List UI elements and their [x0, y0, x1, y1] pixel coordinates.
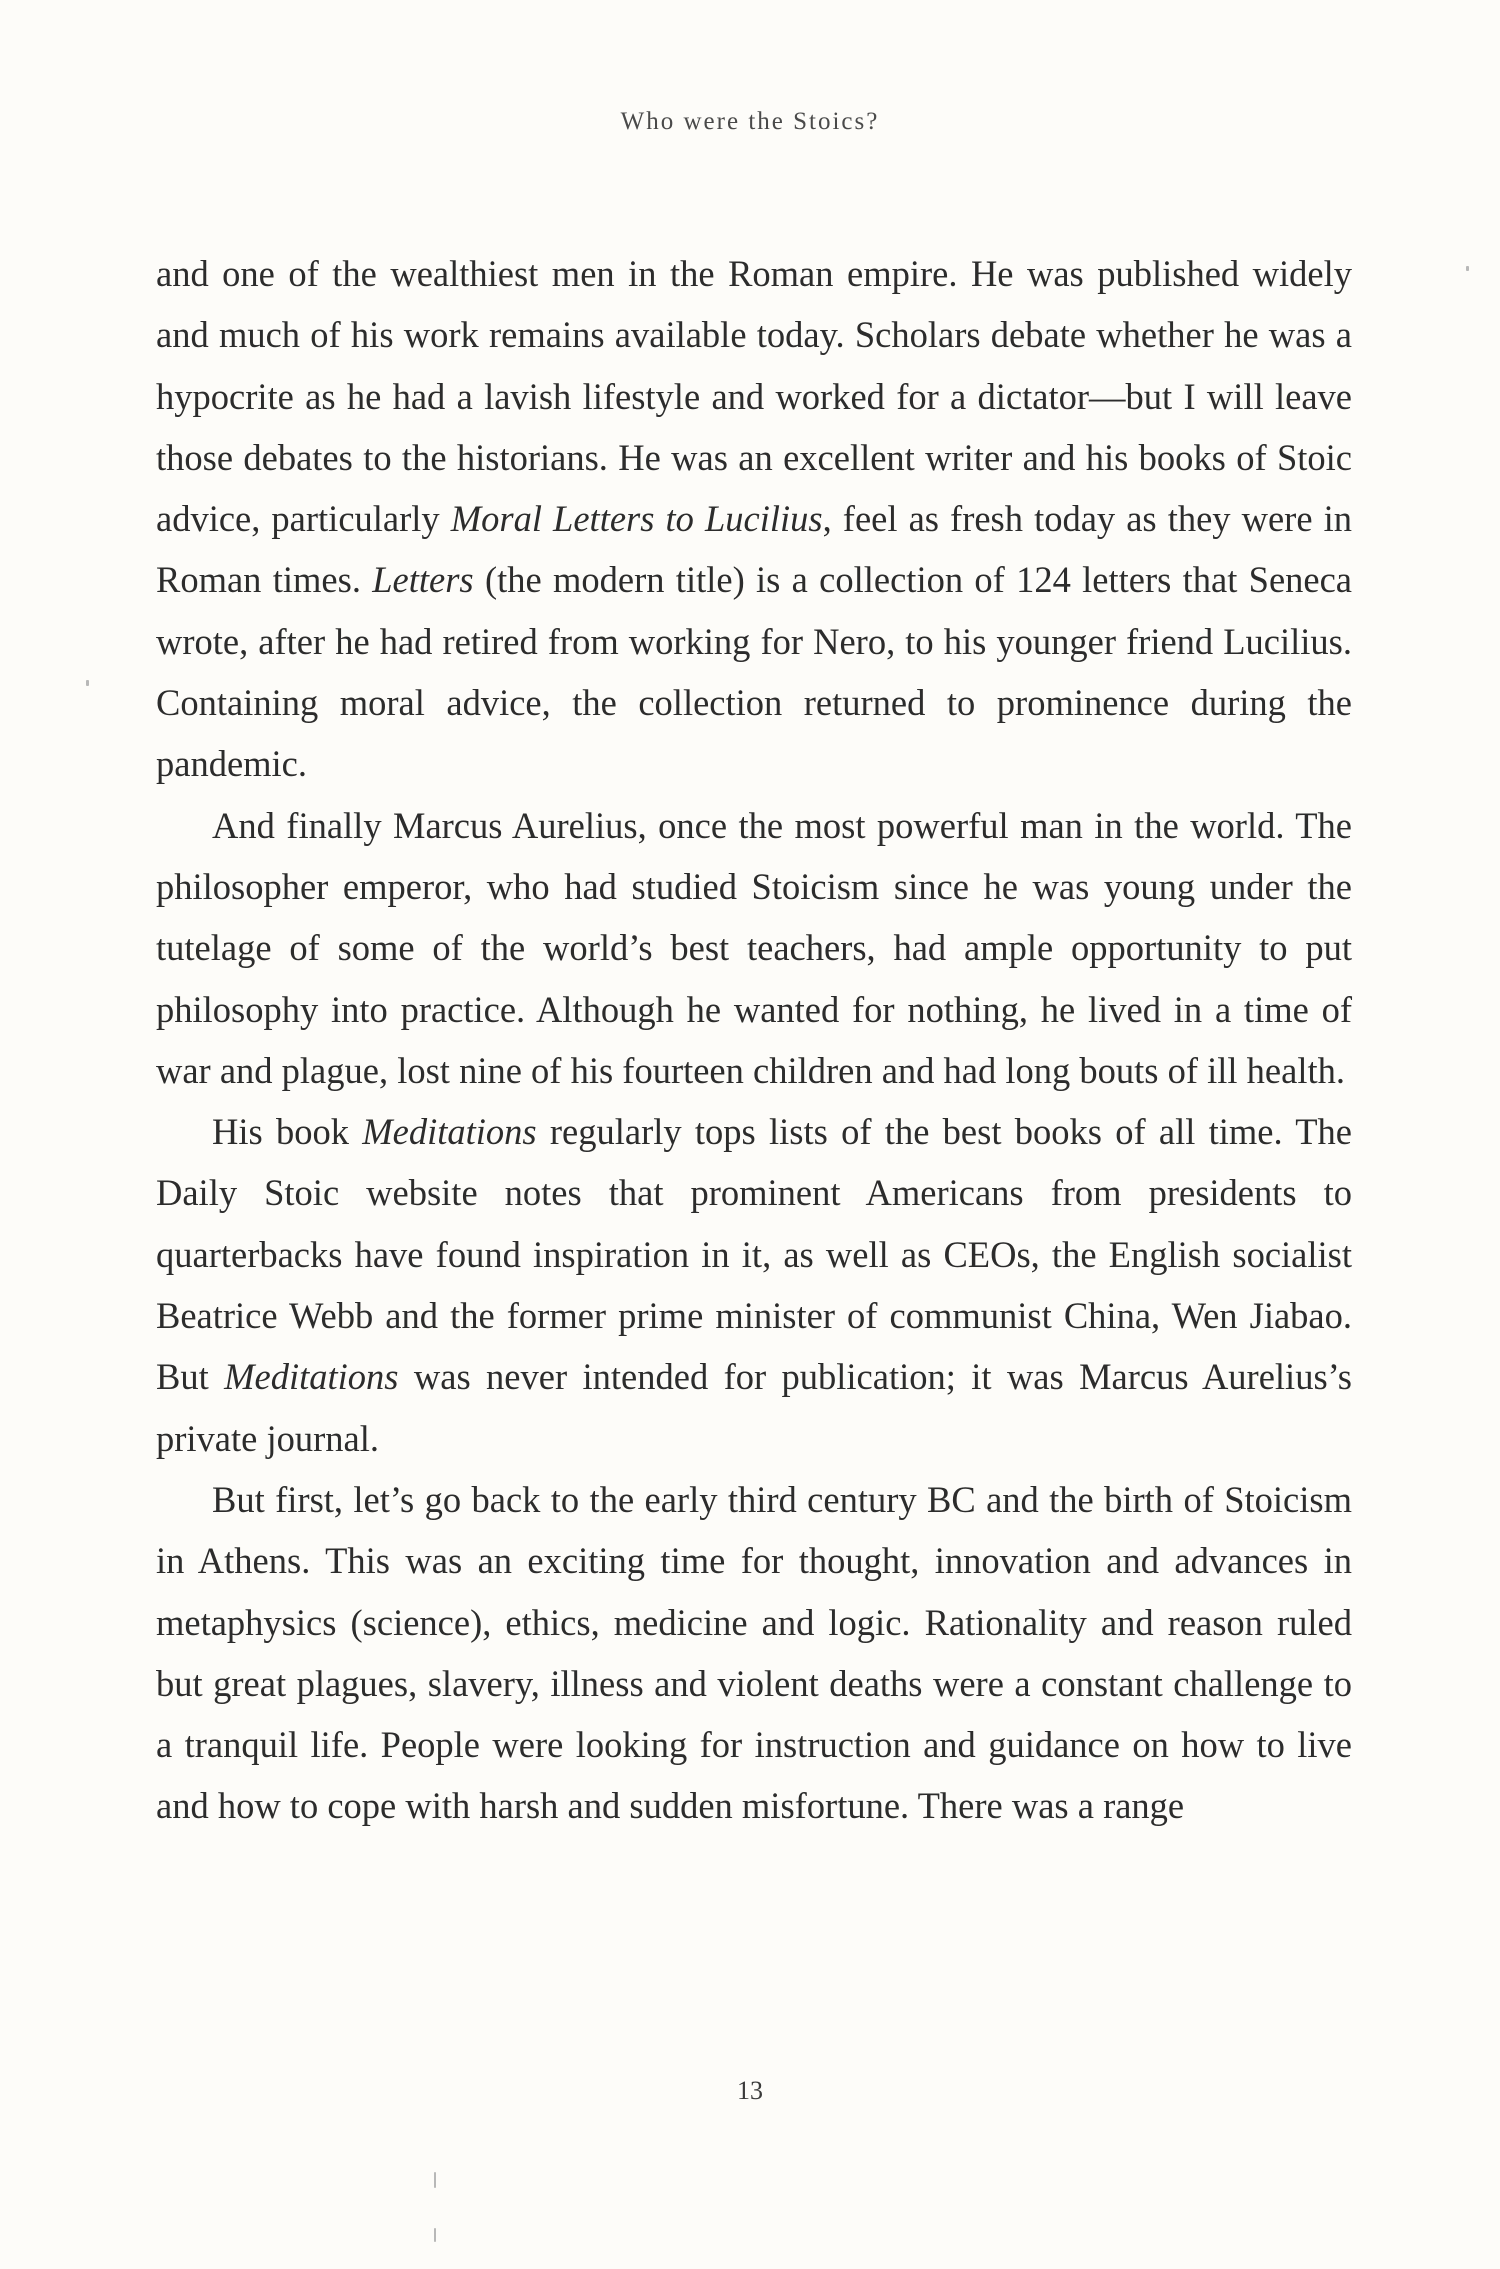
scan-speck: [434, 2172, 436, 2188]
paragraph: [156, 795, 1352, 1101]
text-run: , feel as fresh today as they were in Roman times.: [156, 498, 1352, 601]
scan-speck: [1466, 266, 1469, 271]
text-run: (the modern title) is a collection of 124 letters that Seneca wrote, after he had retired from working for Nero, to his younger friend Lucilius. Containing moral advice, the collection returned to prominence during the pandemic.: [156, 559, 1353, 785]
italic-title: Letters: [372, 559, 474, 601]
page-number: 13: [737, 2076, 763, 2105]
body-text: [156, 243, 1352, 1837]
paragraph: [156, 1101, 1352, 1469]
italic-title: Moral Letters to Lucilius: [450, 498, 823, 540]
text-run: regularly tops lists of the best books of all time. The Daily Stoic website notes that prominent Americans from presidents to quarterbacks have found inspiration in it, as well as CEOs, the English socialist Beatrice Webb and the former prime minister of communist China, Wen Jiabao. But: [156, 1111, 1352, 1398]
text-run: His book: [212, 1111, 363, 1153]
running-head: Who were the Stoics?: [620, 108, 880, 135]
paragraph: [156, 1469, 1352, 1837]
text-run: But first, let’s go back to the early third century BC and the birth of Stoicism in Athens. This was an exciting time for thought, innovation and advances in metaphysics (science), ethics, medicine and logic. Rationality and reason ruled but great plagues, slavery, illness and violent deaths were a constant challenge to a tranquil life. People were looking for instruction and guidance on how to live and how to cope with harsh and sudden misfortune. There was a range: [156, 1478, 1352, 1827]
paragraph: [156, 243, 1352, 795]
text-run: was never intended for publication; it was Marcus Aurelius’s private journal.: [156, 1356, 1352, 1459]
text-run: And finally Marcus Aurelius, once the most powerful man in the world. The philosopher emperor, who had studied Stoicism since he was young under the tutelage of some of the world’s best teachers, had ample opportunity to put philosophy into practice. Although he wanted for nothing, he lived in a time of war and plague, lost nine of his fourteen children and had long bouts of ill health.: [156, 804, 1352, 1091]
text-run: and one of the wealthiest men in the Roman empire. He was published widely and much of his work remains available today. Scholars debate whether he was a hypocrite as he had a lavish lifestyle and worked for a dictator—but I will leave those debates to the historians. He was an excellent writer and his books of Stoic advice, particularly: [156, 253, 1352, 540]
scan-speck: [434, 2228, 436, 2242]
scan-speck: [86, 680, 89, 686]
italic-title: Meditations: [224, 1356, 399, 1398]
italic-title: Meditations: [362, 1111, 537, 1153]
